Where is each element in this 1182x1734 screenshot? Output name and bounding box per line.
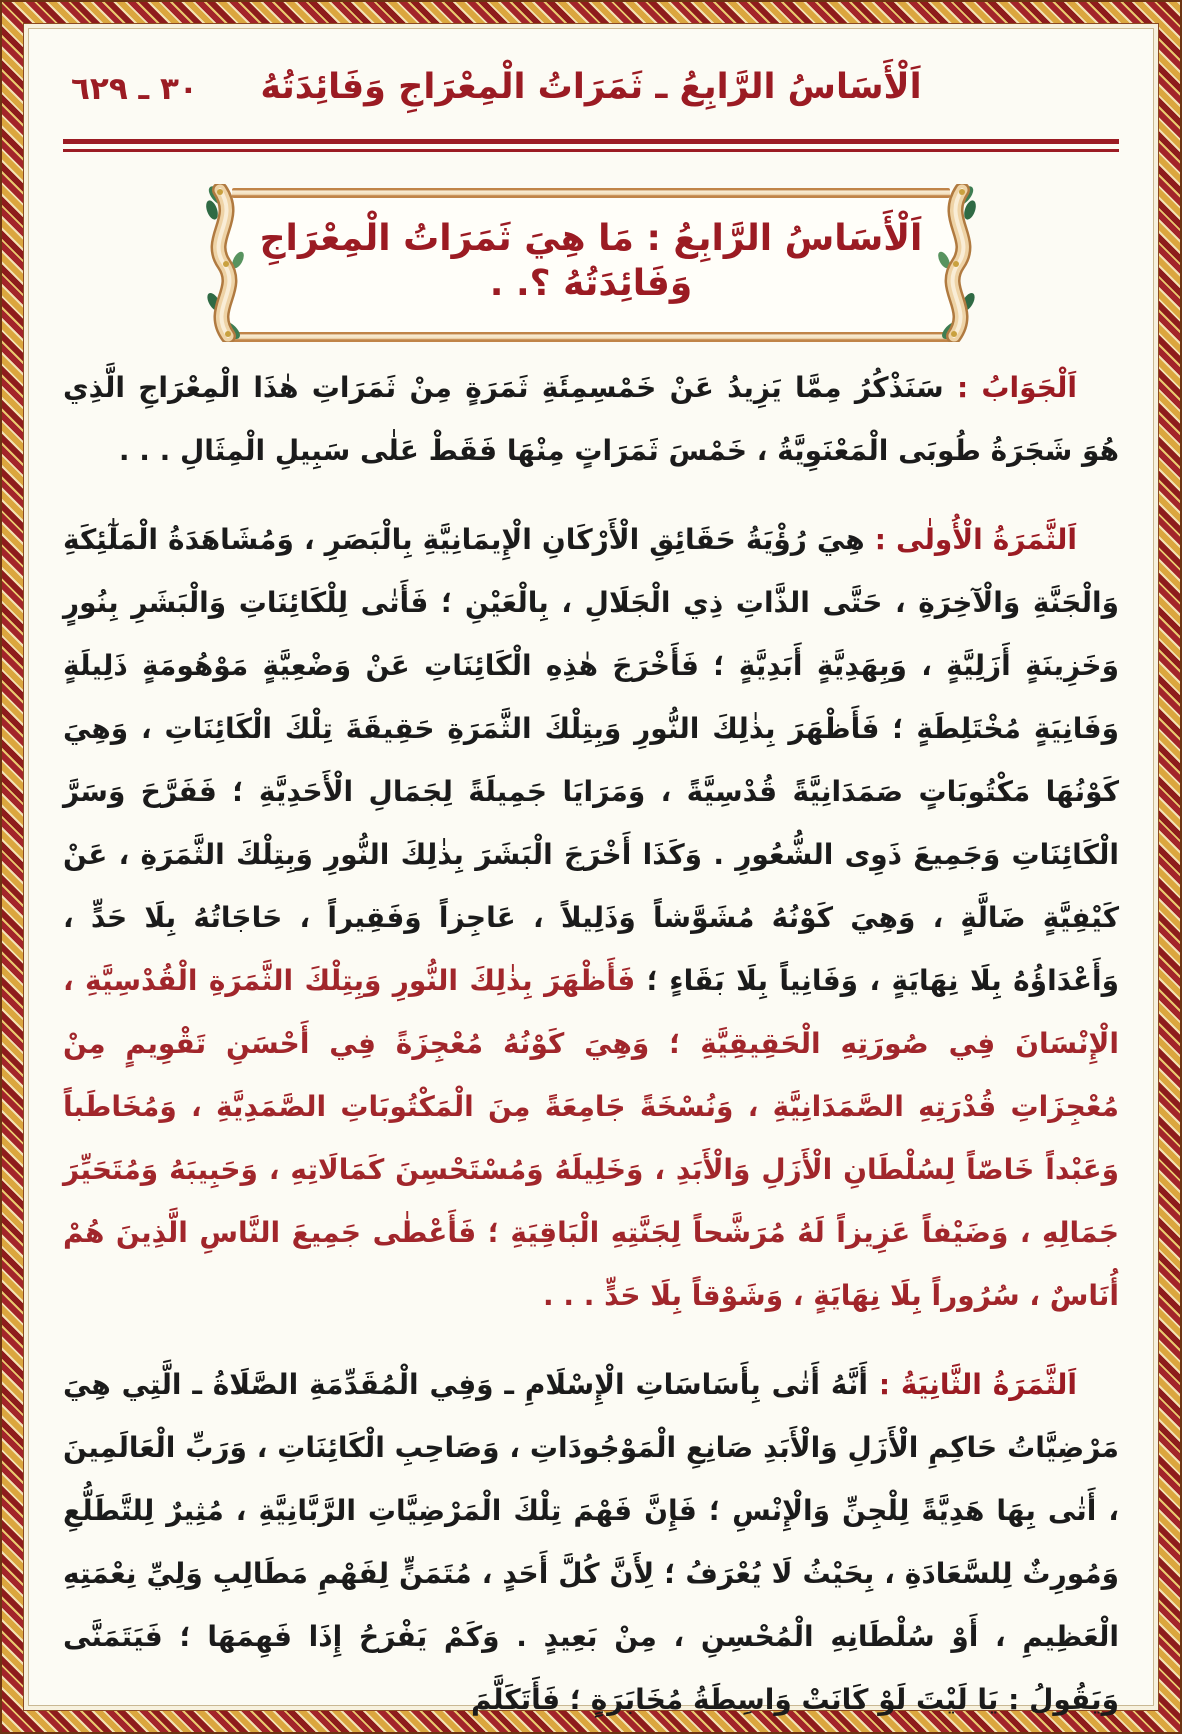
body-text <box>63 356 1119 1731</box>
banner-top-bar <box>232 188 950 198</box>
paragraph-answer <box>63 356 1119 482</box>
paragraph-text: هِيَ رُؤْيَةُ حَقَائِقِ الْأَرْكَانِ الْإِيمَانِيَّةِ بِالْبَصَرِ ، وَمُشَاهَدَةُ الْمَلٰٓئِكَةِ وَالْجَنَّةِ وَالْآخِرَةِ ، حَتَّى الذَّاتِ ذِي الْجَلَالِ ، بِالْعَيْنِ ؛ فَأَتٰى لِلْكَائِنَاتِ وَالْبَشَرِ بِنُورٍ وَخَزِينَةٍ أَزَلِيَّةٍ ، وَبِهَدِيَّةٍ أَبَدِيَّةٍ ؛ فَأَخْرَجَ هٰذِهِ الْكَائِنَاتِ عَنْ وَضْعِيَّةٍ مَوْهُومَةٍ ذَلِيلَةٍ وَفَانِيَةٍ مُخْتَلِطَةٍ ؛ فَأَظْهَرَ بِذٰلِكَ النُّورِ وَبِتِلْكَ الثَّمَرَةِ حَقِيقَةَ تِلْكَ الْكَائِنَاتِ ، وَهِيَ كَوْنُهَا مَكْتُوبَاتٍ صَمَدَانِيَّةً قُدْسِيَّةً ، وَمَرَايَا جَمِيلَةً لِجَمَالِ الْأَحَدِيَّةِ ؛ فَفَرَّحَ وَسَرَّ الْكَائِنَاتِ وَجَمِيعَ ذَوِى الشُّعُورِ . وَكَذَا أَخْرَجَ الْبَشَرَ بِذٰلِكَ النُّورِ وَبِتِلْكَ الثَّمَرَةِ ، عَنْ كَيْفِيَّةٍ ضَالَّةٍ ، وَهِيَ كَوْنُهُ مُشَوَّشاً وَذَلِيلاً ، عَاجِزاً وَفَقِيراً ، حَاجَاتُهُ بِلَا حَدٍّ ، وَأَعْدَاؤُهُ بِلَا نِهَايَةٍ ، وَفَانِياً بِلَا بَقَاءٍ ؛ <box>63 523 1119 997</box>
paragraph-text: سَنَذْكُرُ مِمَّا يَزِيدُ عَنْ خَمْسِمِئَةِ ثَمَرَةٍ مِنْ ثَمَرَاتِ هٰذَا الْمِعْرَاجِ الَّذِي هُوَ شَجَرَةُ طُوبَى الْمَعْنَوِيَّةُ ، خَمْسَ ثَمَرَاتٍ مِنْهَا فَقَطْ عَلٰى سَبِيلِ الْمِثَالِ . . . <box>63 371 1119 467</box>
chapter-header-title: اَلْأَسَاسُ الرَّابِعُ ـ ثَمَرَاتُ الْمِعْرَاجِ وَفَائِدَتُهُ <box>260 67 922 107</box>
title-banner <box>228 188 954 342</box>
paragraph-lead: اَلثَّمَرَةُ الثَّانِيَةُ : <box>878 1368 1077 1401</box>
page-header <box>63 67 1119 133</box>
paragraph-lead: اَلْجَوَابُ : <box>956 371 1077 404</box>
paragraph-first-fruit <box>63 508 1119 1327</box>
paragraph-lead: اَلثَّمَرَةُ الْأُولٰى : <box>874 523 1078 556</box>
book-page <box>28 28 1154 1716</box>
inner-border-mat <box>23 23 1159 1716</box>
section-banner-title: اَلْأَسَاسُ الرَّابِعُ : مَا هِيَ ثَمَرَاتُ الْمِعْرَاجِ وَفَائِدَتُهُ ؟. . <box>259 218 923 304</box>
page-numbers: ٣٠ ـ ٦٢٩ <box>71 71 198 107</box>
paragraph-second-fruit <box>63 1353 1119 1731</box>
banner-bottom-bar <box>232 332 950 342</box>
double-rule-divider <box>63 139 1119 152</box>
ribbon-ornament-icon <box>202 184 248 346</box>
paragraph-text: أَنَّهُ أَتٰى بِأَسَاسَاتِ الْإِسْلَامِ ـ وَفِي الْمُقَدِّمَةِ الصَّلَاةُ ـ الَّتِي هِيَ مَرْضِيَّاتُ حَاكِمِ الْأَزَلِ وَالْأَبَدِ صَانِعِ الْمَوْجُودَاتِ ، وَصَاحِبِ الْكَائِنَاتِ ، وَرَبِّ الْعَالَمِينَ ، أَتٰى بِهَا هَدِيَّةً لِلْجِنِّ وَالْإِنْسِ ؛ فَإِنَّ فَهْمَ تِلْكَ الْمَرْضِيَّاتِ الرَّبَّانِيَّةِ ، مُثِيرٌ لِلتَّطَلُّعِ وَمُورِثٌ لِلسَّعَادَةِ ، بِحَيْثُ لَا يُعْرَفُ ؛ لِأَنَّ كُلَّ أَحَدٍ ، مُتَمَنٍّ لِفَهْمِ مَطَالِبِ وَلِيِّ نِعْمَتِهِ الْعَظِيمِ ، أَوْ سُلْطَانِهِ الْمُحْسِنِ ، مِنْ بَعِيدٍ . وَكَمْ يَفْرَحُ إِذَا فَهِمَهَا ؛ فَيَتَمَنَّى وَيَقُولُ : يَا لَيْتَ لَوْ كَانَتْ وَاسِطَةُ مُخَابَرَةٍ ؛ فَأَتَكَلَّمَ <box>63 1368 1119 1716</box>
paragraph-red-text: فَأَظْهَرَ بِذٰلِكَ النُّورِ وَبِتِلْكَ الثَّمَرَةِ الْقُدْسِيَّةِ ، الْإِنْسَانَ فِي صُورَتِهِ الْحَقِيقِيَّةِ ؛ وَهِيَ كَوْنُهُ مُعْجِزَةً فِي أَحْسَنِ تَقْوِيمٍ مِنْ مُعْجِزَاتِ قُدْرَتِهِ الصَّمَدَانِيَّةِ ، وَنُسْخَةً جَامِعَةً مِنَ الْمَكْتُوبَاتِ الصَّمَدِيَّةِ ، وَمُخَاطَباً وَعَبْداً خَاصّاً لِسُلْطَانِ الْأَزَلِ وَالْأَبَدِ ، وَخَلِيلَهُ وَمُسْتَحْسِنَ كَمَالَاتِهِ ، وَحَبِيبَهُ وَمُتَحَيِّرَ جَمَالِهِ ، وَضَيْفاً عَزِيزاً لَهُ مُرَشَّحاً لِجَنَّتِهِ الْبَاقِيَةِ ؛ فَأَعْطٰى جَمِيعَ النَّاسِ الَّذِينَ هُمْ أُنَاسٌ ، سُرُوراً بِلَا نِهَايَةٍ ، وَشَوْقاً بِلَا حَدٍّ . . . <box>63 964 1119 1312</box>
ribbon-ornament-icon <box>934 184 980 346</box>
